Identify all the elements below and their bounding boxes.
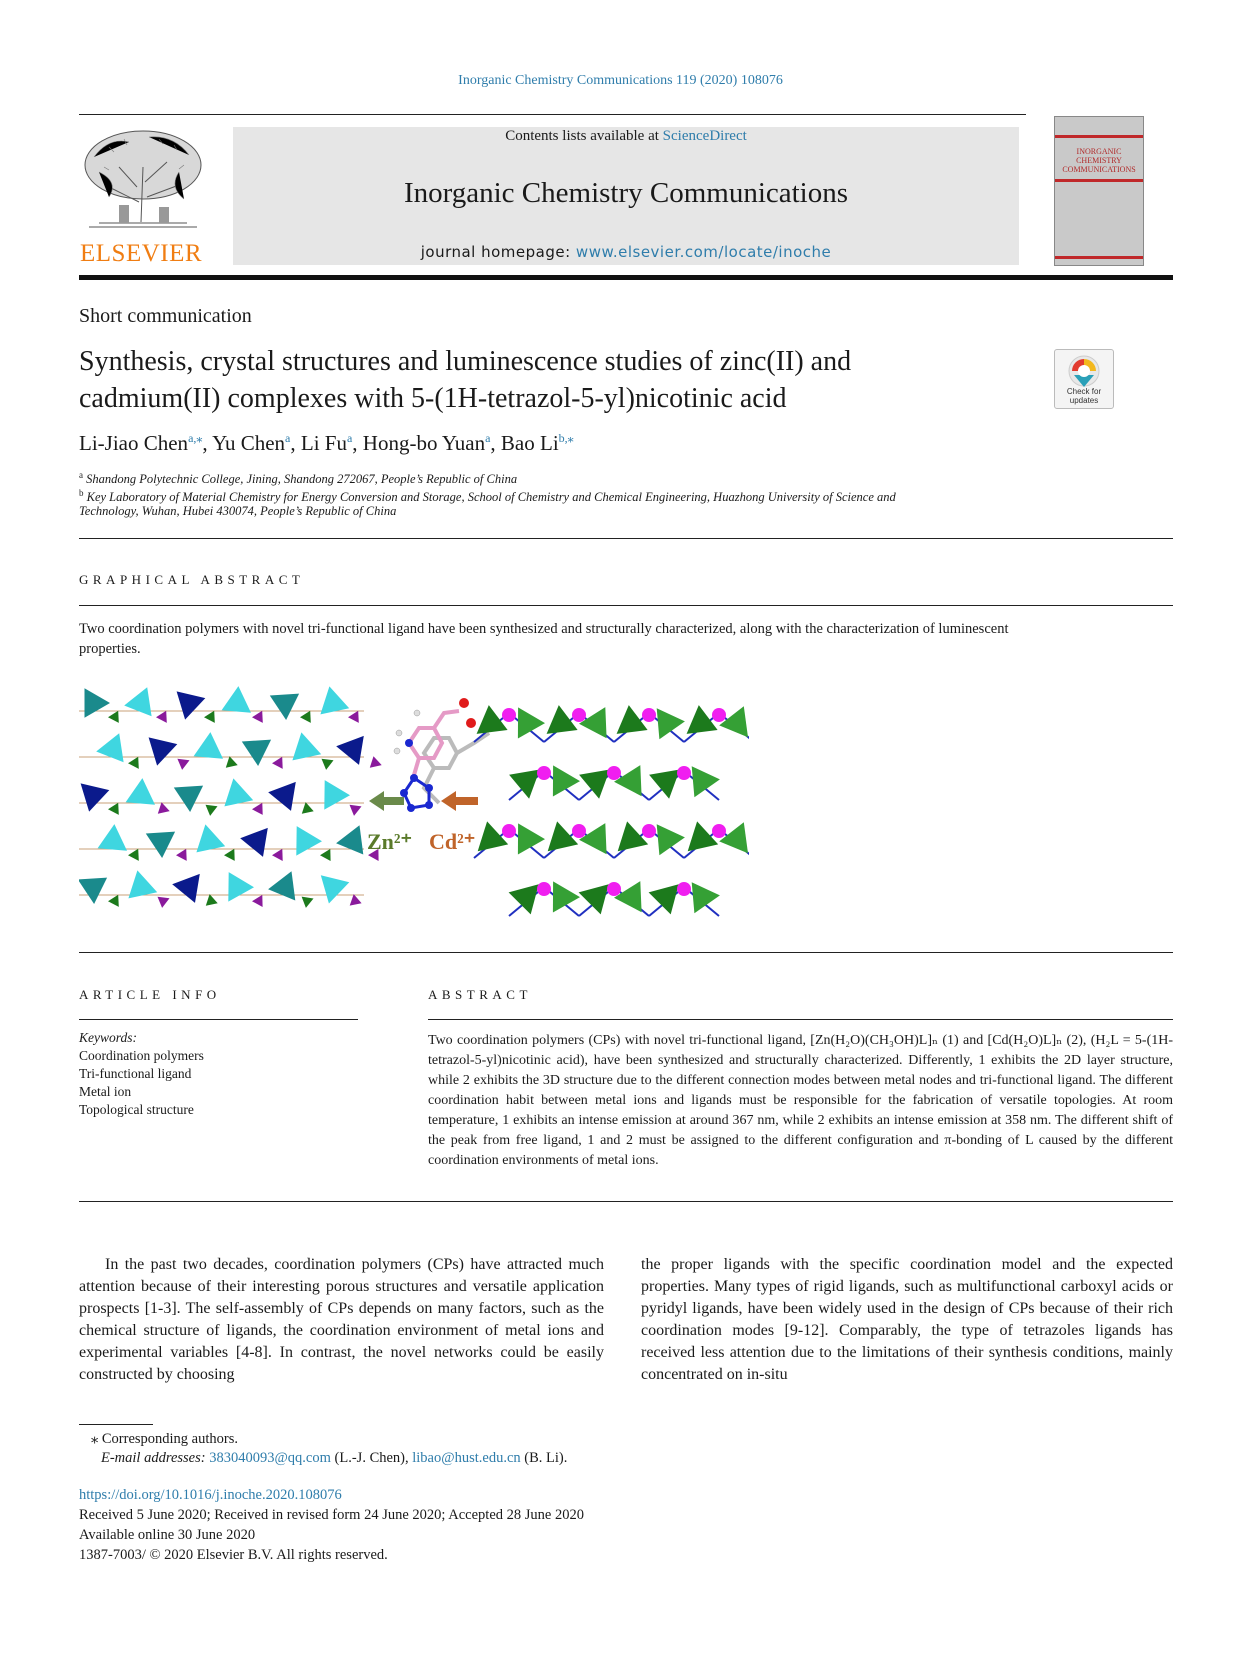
metal-node <box>712 824 726 838</box>
coordination-polyhedron <box>81 783 110 811</box>
author-list <box>79 431 574 456</box>
keyword-item: Topological structure <box>79 1102 194 1117</box>
coordination-polyhedron <box>322 759 334 770</box>
contents-prefix: Contents lists available at <box>505 128 663 144</box>
author-name[interactable]: Yu Chen <box>212 431 286 455</box>
metal-node <box>502 708 516 722</box>
author-separator: , <box>202 431 213 455</box>
coordination-polyhedron <box>579 884 609 914</box>
received-dates: Received 5 June 2020; Received in revised form 24 June 2020; Accepted 28 June 2020 <box>79 1507 584 1523</box>
coordination-polyhedron <box>547 705 578 734</box>
coordination-polyhedron <box>518 707 545 738</box>
metal-node <box>572 824 586 838</box>
coordination-polyhedron <box>478 821 509 851</box>
article-title <box>79 343 979 417</box>
coordination-polyhedron <box>206 805 218 816</box>
coordination-polyhedron <box>196 824 225 852</box>
cover-stripe <box>1055 179 1143 182</box>
coordination-polyhedron <box>300 711 311 723</box>
check-updates-icon <box>1064 353 1104 391</box>
coordination-polyhedron <box>268 871 295 900</box>
abstract-text: Two coordination polymers (CPs) with novel tri-functional ligand, [Zn(H₂O)(CH₃OH)L]ₙ (1) and [Cd(H₂O)L]ₙ (2), (H₂L = 5-(1H-tetrazol-5-yl)nicotinic acid), have been synthesized and structurally characterized. Differently, 1 exhibits the 2D layer structure, while 2 exhibits the 3D structure due to the different connection modes between metal nodes and tri-functional ligand. The different coordination habit between metal ions and ligands must be responsible for the fabrication of versatile topologies. At room temperature, 1 exhibits an intense emission at around 367 nm, while 2 exhibits an intense emission at 358 nm. The different shift of the peak from free ligand, 1 and 2 must be assigned to the different configuration and π-bonding of L caused by the different coordination environments of metal ions. <box>428 1033 1173 1168</box>
coordination-polyhedron <box>336 825 363 854</box>
section-rule <box>428 1019 1173 1020</box>
affiliation-text: Shandong Polytechnic College, Jining, Shandong 272067, People’s Republic of China <box>86 472 518 487</box>
section-rule <box>79 1019 358 1020</box>
coordination-polyhedron <box>108 711 119 723</box>
coordination-polyhedron <box>146 832 175 858</box>
coordination-polyhedron <box>177 691 206 719</box>
contents-line <box>233 128 1019 145</box>
coordination-polyhedron <box>228 872 254 902</box>
author-name[interactable]: Li Fu <box>300 431 347 455</box>
sciencedirect-link[interactable]: ScienceDirect <box>662 128 747 144</box>
author-affiliation-mark[interactable]: a <box>346 431 353 445</box>
elsevier-wordmark: ELSEVIER <box>80 240 203 267</box>
coordination-polyhedron <box>692 882 720 913</box>
coordination-polyhedron <box>477 705 508 734</box>
coordination-polyhedron <box>618 821 649 851</box>
metal-node <box>677 882 691 896</box>
coordination-polyhedron <box>321 875 350 903</box>
coordination-polyhedron <box>509 770 540 799</box>
homepage-line <box>233 243 1019 261</box>
coordination-polyhedron <box>252 895 263 907</box>
graphical-abstract-heading: GRAPHICAL ABSTRACT <box>79 572 305 587</box>
coordination-polyhedron <box>302 802 314 814</box>
ligand-molecule <box>394 698 489 812</box>
section-rule <box>79 605 1173 606</box>
title-line: cadmium(II) complexes with 5-(1H-tetrazol-5-yl)nicotinic acid <box>79 383 787 414</box>
author-name[interactable]: Li-Jiao Chen <box>79 431 189 455</box>
coordination-polyhedron <box>98 824 127 851</box>
homepage-link[interactable]: www.elsevier.com/locate/inoche <box>575 243 832 261</box>
coordination-polyhedron <box>194 732 223 759</box>
check-for-updates-button[interactable] <box>1054 349 1114 409</box>
coordination-polyhedron <box>177 759 189 770</box>
cover-stripe <box>1055 135 1143 138</box>
copyright-line: 1387-7003/ © 2020 Elsevier B.V. All rights reserved. <box>79 1547 388 1563</box>
author-name[interactable]: Hong-bo Yuan <box>362 431 486 455</box>
coordination-polyhedron <box>224 778 253 806</box>
ga-text-line: properties. <box>79 641 141 657</box>
author-separator: , <box>352 431 363 455</box>
coordination-polyhedron <box>657 708 685 739</box>
section-rule <box>79 538 1173 539</box>
homepage-prefix: journal homepage: <box>420 243 576 261</box>
coordination-polyhedron <box>579 770 610 799</box>
author-separator: , <box>290 431 301 455</box>
author-name[interactable]: Bao Li <box>500 431 559 455</box>
cd-3d-framework-structure <box>474 705 749 916</box>
zn-ion-label: Zn²⁺ <box>367 829 413 854</box>
coordination-polyhedron <box>240 828 268 857</box>
coordination-polyhedron <box>272 757 283 769</box>
available-online: Available online 30 June 2020 <box>79 1527 256 1543</box>
journal-name: Inorganic Chemistry Communications <box>403 177 849 209</box>
author-affiliation-mark[interactable]: a,⁎ <box>188 431 203 445</box>
metal-node <box>572 708 586 722</box>
coordination-polyhedron <box>320 849 331 861</box>
section-rule <box>79 1201 1173 1202</box>
coordination-polyhedron <box>126 778 155 805</box>
header-top-rule <box>79 114 1026 115</box>
coordination-polyhedron <box>158 897 170 908</box>
footnote-rule <box>79 1424 153 1425</box>
metal-node <box>537 766 551 780</box>
coordination-polyhedron <box>336 736 364 765</box>
coordination-polyhedron <box>302 897 314 908</box>
coordination-polyhedron <box>206 894 218 906</box>
coordination-polyhedron <box>85 688 111 717</box>
coordination-polyhedron <box>128 757 139 769</box>
coordination-polyhedron <box>518 823 545 854</box>
coordination-polyhedron <box>176 849 187 861</box>
affiliation-text: Technology, Wuhan, Hubei 430074, People’s Republic of China <box>79 504 397 518</box>
affiliation-mark: b <box>79 488 84 498</box>
coordination-polyhedron <box>692 766 720 797</box>
journal-cover-thumbnail[interactable] <box>1054 116 1144 266</box>
affiliation-text: Key Laboratory of Material Chemistry for Energy Conversion and Storage, School of Chemistry and Chemical Engineering, Huazhong University of Science and <box>86 490 896 505</box>
zn-arrow-icon <box>369 791 404 811</box>
email-owner: (L.-J. Chen), <box>330 1450 413 1466</box>
check-updates-label: Check for updates <box>1066 387 1102 405</box>
coordination-polyhedron <box>270 694 299 720</box>
coordination-polyhedron <box>96 733 123 762</box>
coordination-polyhedron <box>296 826 322 856</box>
zn-2d-layer-structure <box>79 686 382 908</box>
metal-node <box>607 882 621 896</box>
coordination-polyhedron <box>688 821 719 851</box>
coordination-polyhedron <box>204 711 215 723</box>
coordination-polyhedron <box>617 705 648 734</box>
keyword-item: Coordination polymers <box>79 1048 204 1063</box>
graphical-abstract-text <box>79 619 1173 659</box>
coordination-polyhedron <box>156 711 167 723</box>
cd-arrow-icon <box>441 791 478 811</box>
section-rule <box>79 952 1173 953</box>
coordination-polyhedron <box>348 711 359 723</box>
coordination-polyhedron <box>128 870 157 898</box>
coordination-polyhedron <box>350 805 362 816</box>
coordination-polyhedron <box>242 740 271 766</box>
author-affiliation-mark[interactable]: a <box>285 431 291 445</box>
metal-node <box>677 766 691 780</box>
body-left-column: In the past two decades, coordination polymers (CPs) have attracted much attention because of their interesting porous structures and versatile application prospects [1-3]. The self-assembly of CPs depends on many factors, such as the chemical structure of ligands, the coordination environment of metal ions and experimental variables [4-8]. In contrast, the novel networks could be easily constructed by choosing <box>79 1256 604 1383</box>
coordination-polyhedron <box>553 881 580 912</box>
affiliation-b-continued <box>79 502 396 520</box>
coordination-polyhedron <box>108 895 119 907</box>
coordination-polyhedron <box>320 686 349 714</box>
coordination-polyhedron <box>124 687 151 716</box>
coordination-polyhedron <box>548 821 579 851</box>
coordination-polyhedron <box>324 780 350 810</box>
affiliation-mark: a <box>79 470 83 480</box>
email-line <box>101 1448 567 1468</box>
coordination-polyhedron <box>657 824 685 855</box>
coordination-polyhedron <box>224 849 235 861</box>
metal-node <box>642 708 656 722</box>
graphical-abstract-figure <box>79 683 749 933</box>
coordination-polyhedron <box>252 711 263 723</box>
author-affiliation-mark[interactable]: a <box>485 431 491 445</box>
header-bottom-rule <box>79 275 1173 280</box>
coordination-polyhedron <box>172 874 200 903</box>
coordination-polyhedron <box>222 686 251 713</box>
abstract-heading: ABSTRACT <box>428 987 532 1002</box>
coordination-polyhedron <box>226 756 238 768</box>
cover-stripe <box>1055 256 1143 259</box>
coordination-polyhedron <box>149 737 178 765</box>
corresponding-note: ⁎ Corresponding authors. <box>91 1431 238 1447</box>
coordination-polyhedron <box>553 765 580 796</box>
article-type: Short communication <box>79 305 252 327</box>
coordination-polyhedron <box>649 884 679 914</box>
coordination-polyhedron <box>79 878 107 904</box>
email-link-li[interactable]: libao@hust.edu.cn <box>412 1450 521 1466</box>
elsevier-tree-logo <box>79 127 207 237</box>
author-separator: , <box>490 431 501 455</box>
doi-link[interactable] <box>79 1485 342 1505</box>
coordination-polyhedron <box>687 705 718 734</box>
cover-title: INORGANIC CHEMISTRY COMMUNICATIONS <box>1062 147 1136 174</box>
ga-text-line: Two coordination polymers with novel tri-functional ligand have been synthesized and structurally characterized, along with the characterization of luminescent <box>79 621 1009 637</box>
article-info-heading: ARTICLE INFO <box>79 987 221 1002</box>
coordination-polyhedron <box>268 782 296 811</box>
metal-node <box>642 824 656 838</box>
coordination-polyhedron <box>252 803 263 815</box>
keyword-item: Tri-functional ligand <box>79 1066 192 1081</box>
doi-text[interactable]: https://doi.org/10.1016/j.inoche.2020.108076 <box>79 1487 342 1503</box>
coordination-polyhedron <box>509 884 539 914</box>
keywords-label: Keywords: <box>79 1030 137 1045</box>
coordination-polyhedron <box>350 894 362 906</box>
body-right-column: the proper ligands with the specific coordination model and the expected properties. Many types of rigid ligands, such as multifunctional carboxyl acids or pyridyl ligands, have been widely used in the design of CPs because of their rich coordination modes [9-12]. Comparably, the type of tetrazoles ligands has received less attention due to the limitations of their synthesis conditions, mainly concentrated on in-situ <box>641 1256 1173 1383</box>
coordination-polyhedron <box>158 802 170 814</box>
title-line: Synthesis, crystal structures and luminescence studies of zinc(II) and <box>79 346 852 377</box>
coordination-polyhedron <box>649 770 680 799</box>
metal-node <box>607 766 621 780</box>
cd-ion-label: Cd²⁺ <box>429 829 476 854</box>
metal-node <box>502 824 516 838</box>
journal-reference[interactable]: Inorganic Chemistry Communications 119 (2020) 108076 <box>458 73 783 88</box>
coordination-polyhedron <box>292 732 321 760</box>
coordination-polyhedron <box>370 756 382 768</box>
coordination-polyhedron <box>128 849 139 861</box>
metal-node <box>712 708 726 722</box>
email-link-chen[interactable]: 383040093@qq.com <box>209 1450 331 1466</box>
email-owner: (B. Li). <box>520 1450 568 1466</box>
email-label: E-mail addresses: <box>101 1450 210 1466</box>
coordination-polyhedron <box>272 849 283 861</box>
metal-node <box>537 882 551 896</box>
author-affiliation-mark[interactable]: b,⁎ <box>558 431 574 445</box>
coordination-polyhedron <box>174 786 203 812</box>
keyword-item: Metal ion <box>79 1084 132 1099</box>
coordination-polyhedron <box>108 803 119 815</box>
